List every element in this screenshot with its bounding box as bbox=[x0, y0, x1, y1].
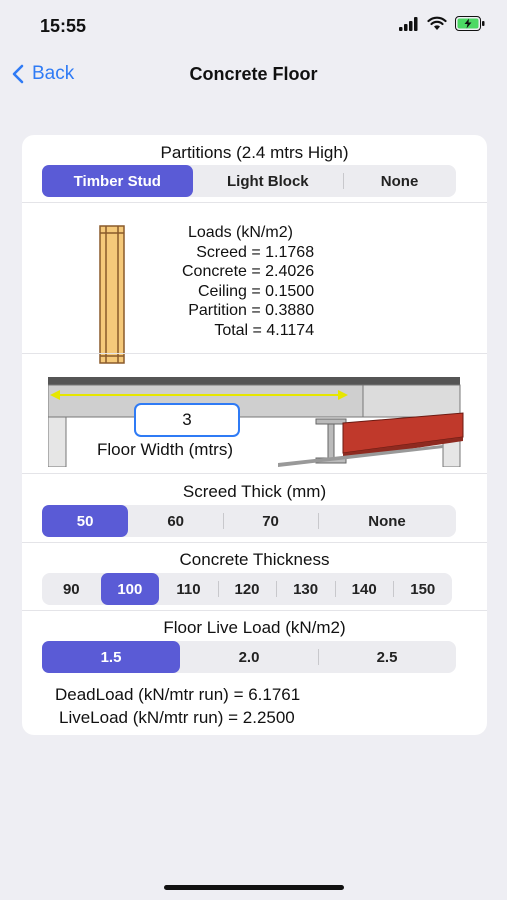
load-total: Total = 4.1174 bbox=[214, 321, 315, 339]
divider bbox=[22, 542, 487, 543]
concrete-option-120[interactable]: 120 bbox=[218, 573, 277, 605]
signal-icon bbox=[399, 17, 419, 31]
concrete-option-150[interactable]: 150 bbox=[393, 573, 452, 605]
floor-width-label: Floor Width (mtrs) bbox=[97, 440, 233, 459]
divider bbox=[22, 202, 487, 203]
page-title: Concrete Floor bbox=[189, 64, 318, 84]
back-label: Back bbox=[32, 63, 75, 84]
home-indicator bbox=[164, 885, 344, 890]
concrete-option-100[interactable]: 100 bbox=[101, 573, 160, 605]
dead-load-result: DeadLoad (kN/mtr run) = 6.1761 bbox=[55, 685, 301, 704]
screed-option-70[interactable]: 70 bbox=[223, 505, 318, 537]
load-screed: Screed = 1.1768 bbox=[196, 243, 315, 261]
status-bar bbox=[0, 0, 507, 50]
battery-charging-icon bbox=[455, 16, 485, 31]
live-load-option-1-5[interactable]: 1.5 bbox=[42, 641, 180, 673]
partition-option-light-block[interactable]: Light Block bbox=[226, 172, 309, 190]
status-icons bbox=[399, 16, 485, 31]
concrete-segmented-control bbox=[42, 573, 452, 605]
live-load-label: Floor Live Load (kN/m2) bbox=[163, 618, 346, 637]
wifi-icon bbox=[427, 16, 447, 31]
live-load-result: LiveLoad (kN/mtr run) = 2.2500 bbox=[59, 708, 295, 727]
partition-option-none[interactable]: None bbox=[343, 165, 456, 197]
screed-option-50[interactable]: 50 bbox=[42, 505, 128, 537]
screed-segmented-control bbox=[42, 505, 456, 537]
partition-option-timber-stud[interactable]: Timber Stud bbox=[42, 165, 193, 197]
partitions-label: Partitions (2.4 mtrs High) bbox=[160, 143, 349, 162]
screed-option-60[interactable]: 60 bbox=[167, 512, 185, 530]
load-concrete: Concrete = 2.4026 bbox=[182, 263, 315, 280]
status-time: 15:55 bbox=[40, 16, 87, 36]
calculator-card bbox=[22, 135, 487, 735]
partitions-segmented-control bbox=[42, 165, 456, 197]
concrete-option-140[interactable]: 140 bbox=[335, 573, 394, 605]
loads-heading: Loads (kN/m2) bbox=[188, 224, 293, 241]
loads-summary bbox=[182, 223, 314, 340]
timber-stud-illustration bbox=[99, 225, 127, 365]
live-load-option-2-5[interactable]: 2.5 bbox=[318, 641, 456, 673]
load-partition: Partition = 0.3880 bbox=[188, 302, 315, 319]
screed-label: Screed Thick (mm) bbox=[182, 482, 327, 501]
divider bbox=[22, 610, 487, 611]
live-load-segmented-control bbox=[42, 641, 456, 673]
concrete-option-110[interactable]: 110 bbox=[176, 580, 201, 598]
screed-option-none[interactable]: None bbox=[318, 505, 456, 537]
divider bbox=[22, 473, 487, 474]
live-load-option-2-0[interactable]: 2.0 bbox=[238, 648, 260, 666]
divider bbox=[22, 353, 487, 354]
floor-width-input[interactable]: 3 bbox=[134, 403, 240, 437]
concrete-option-130[interactable]: 130 bbox=[276, 573, 335, 605]
load-ceiling: Ceiling = 0.1500 bbox=[198, 282, 315, 300]
concrete-option-90[interactable]: 90 bbox=[62, 580, 80, 598]
concrete-label: Concrete Thickness bbox=[179, 550, 330, 569]
navigation-bar bbox=[0, 52, 507, 96]
